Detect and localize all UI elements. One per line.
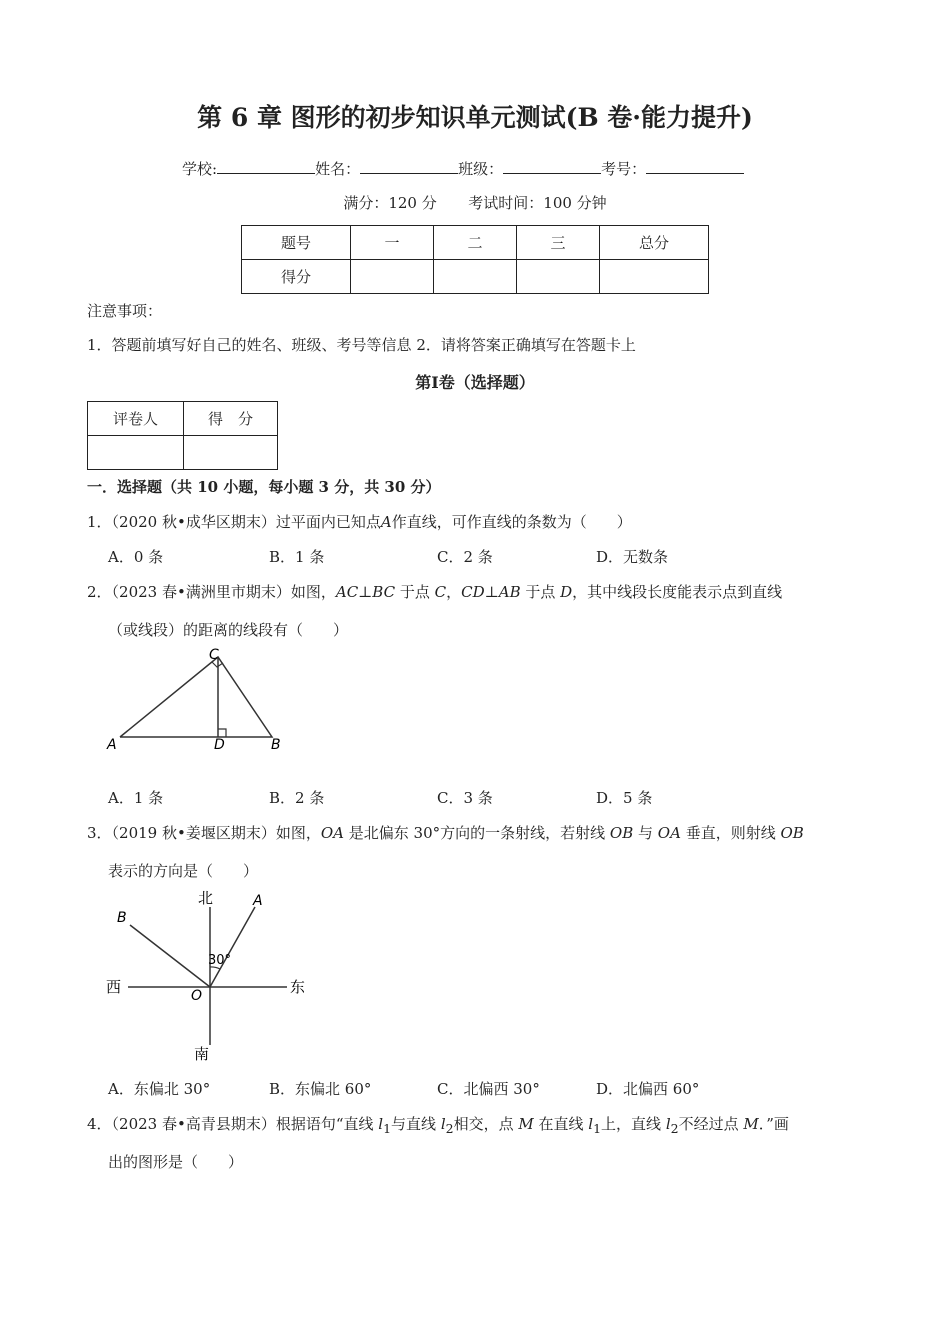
- score-table-header: 总分: [600, 226, 709, 260]
- question-2-line2: （或线段）的距离的线段有（ ）: [108, 621, 349, 639]
- triangle-abc: [120, 657, 272, 737]
- question-variable: CD: [461, 583, 485, 601]
- q2-option-b[interactable]: B．2 条: [269, 789, 325, 807]
- label-c: C: [209, 647, 219, 663]
- label-b: B: [117, 910, 127, 926]
- notice-text: 1．答题前填写好自己的姓名、班级、考号等信息 2．请将答案正确填写在答题卡上: [87, 336, 636, 354]
- score-cell[interactable]: [517, 260, 600, 294]
- question-text: 作直线，可作直线的条数为（ ）: [391, 513, 632, 531]
- question-text: 如图，: [275, 824, 321, 842]
- label-a: A: [107, 737, 117, 753]
- class-blank[interactable]: [503, 159, 601, 174]
- question-variable: AC: [335, 583, 359, 601]
- question-text: 垂直，则射线: [680, 824, 781, 842]
- grader-cell[interactable]: [88, 436, 184, 470]
- label-o: O: [191, 988, 203, 1004]
- school-label: 学校:: [182, 160, 218, 178]
- question-text: 于点: [520, 583, 561, 601]
- school-blank[interactable]: [217, 159, 315, 174]
- label-west: 西: [106, 978, 122, 996]
- score-row-label: 得分: [242, 260, 351, 294]
- score-cell[interactable]: [600, 260, 709, 294]
- question-variable: M: [743, 1115, 759, 1133]
- q1-option-c[interactable]: C．2 条: [437, 548, 493, 566]
- notice-title: 注意事项：: [87, 302, 163, 320]
- label-north: 北: [198, 889, 214, 907]
- question-3: [87, 822, 804, 843]
- question-number: 1．: [87, 513, 112, 531]
- ray-oa: [210, 907, 255, 987]
- question-2: [87, 581, 782, 602]
- student-info-line: [182, 158, 744, 179]
- question-text: 是北偏东 30°方向的一条射线，若射线: [344, 824, 610, 842]
- question-source: （2023 春•高青县期末）: [111, 1115, 276, 1133]
- score-table: [241, 225, 709, 294]
- grader-score-cell[interactable]: [184, 436, 278, 470]
- question-variable: M: [518, 1115, 534, 1133]
- q3-option-d[interactable]: D．北偏西 60°: [596, 1080, 700, 1098]
- right-angle-mark-d: [218, 729, 226, 737]
- question-text: 不经过点: [678, 1115, 744, 1133]
- score-table-header: 二: [434, 226, 517, 260]
- label-d: D: [214, 737, 225, 753]
- question-source: （2019 秋•姜堰区期末）: [111, 824, 276, 842]
- question-1: [87, 511, 632, 532]
- question-variable: BC: [372, 583, 396, 601]
- question-3-line2: 表示的方向是（ ）: [108, 862, 259, 880]
- q2-option-c[interactable]: C．3 条: [437, 789, 493, 807]
- q1-option-a[interactable]: A．0 条: [108, 548, 164, 566]
- exam-meta: [0, 192, 950, 213]
- question-variable: OB: [780, 824, 804, 842]
- name-label: 姓名：: [315, 160, 361, 178]
- question-text: 于点: [395, 583, 435, 601]
- grader-table: [87, 401, 278, 470]
- question-variable: AB: [498, 583, 521, 601]
- question-text: ⊥: [358, 583, 373, 601]
- q1-option-d[interactable]: D．无数条: [596, 548, 669, 566]
- score-table-header: 题号: [242, 226, 351, 260]
- question-variable: A: [380, 513, 392, 531]
- full-score: 满分：120 分: [343, 194, 437, 212]
- label-south: 南: [194, 1045, 210, 1063]
- question-number: 3．: [87, 824, 112, 842]
- score-cell[interactable]: [434, 260, 517, 294]
- question-variable: l: [665, 1115, 671, 1133]
- question-text: 与: [633, 824, 658, 842]
- label-angle: 30°: [208, 953, 232, 968]
- question-variable: l: [588, 1115, 594, 1133]
- q2-triangle-figure: [100, 645, 300, 755]
- subscript: 2: [445, 1121, 454, 1136]
- label-a: A: [253, 893, 263, 909]
- question-text: ，: [446, 583, 462, 601]
- q2-option-d[interactable]: D．5 条: [596, 789, 653, 807]
- q1-option-b[interactable]: B．1 条: [269, 548, 325, 566]
- question-text: 如图，: [290, 583, 336, 601]
- q3-compass-figure: [100, 885, 315, 1065]
- grader-score-label: 得 分: [184, 402, 278, 436]
- q3-option-a[interactable]: A．东偏北 30°: [108, 1080, 211, 1098]
- question-number: 4．: [87, 1115, 112, 1133]
- question-text: 过平面内已知点: [275, 513, 381, 531]
- question-text: ⊥: [484, 583, 499, 601]
- grader-label: 评卷人: [88, 402, 184, 436]
- question-text: 与直线: [391, 1115, 441, 1133]
- q3-option-b[interactable]: B．东偏北 60°: [269, 1080, 372, 1098]
- number-label: 考号：: [601, 160, 647, 178]
- q2-option-a[interactable]: A．1 条: [108, 789, 164, 807]
- question-variable: l: [440, 1115, 446, 1133]
- ray-ob: [130, 925, 210, 987]
- score-table-header: 三: [517, 226, 600, 260]
- subscript: 1: [383, 1121, 392, 1136]
- question-4-line2: 出的图形是（ ）: [108, 1153, 244, 1171]
- question-text: ，其中线段长度能表示点到直线: [572, 583, 783, 601]
- label-b: B: [271, 737, 281, 753]
- page-title: 第 6 章 图形的初步知识单元测试(B 卷·能力提升): [197, 103, 753, 132]
- question-4: [87, 1113, 789, 1136]
- number-blank[interactable]: [646, 159, 744, 174]
- question-source: （2023 春•满洲里市期末）: [111, 583, 291, 601]
- question-source: （2020 秋•成华区期末）: [111, 513, 276, 531]
- part-title: 一．选择题（共 10 小题，每小题 3 分，共 30 分）: [87, 478, 441, 496]
- question-variable: C: [434, 583, 447, 601]
- question-variable: OB: [609, 824, 634, 842]
- question-text: 相交，点: [453, 1115, 519, 1133]
- section-heading: 第Ⅰ卷（选择题）: [415, 373, 535, 392]
- label-east: 东: [290, 978, 306, 996]
- class-label: 班级：: [458, 160, 504, 178]
- subscript: 2: [670, 1121, 679, 1136]
- score-cell[interactable]: [351, 260, 434, 294]
- question-text: ．”画: [758, 1115, 789, 1133]
- exam-time: 考试时间：100 分钟: [468, 194, 607, 212]
- question-variable: l: [378, 1115, 384, 1133]
- question-number: 2．: [87, 583, 112, 601]
- question-variable: OA: [657, 824, 681, 842]
- question-variable: D: [560, 583, 573, 601]
- question-text: 上，直线: [601, 1115, 666, 1133]
- score-table-header: 一: [351, 226, 434, 260]
- question-variable: OA: [320, 824, 344, 842]
- subscript: 1: [593, 1121, 602, 1136]
- q3-option-c[interactable]: C．北偏西 30°: [437, 1080, 540, 1098]
- name-blank[interactable]: [360, 159, 458, 174]
- question-text: 根据语句“直线: [275, 1115, 379, 1133]
- question-text: 在直线: [533, 1115, 589, 1133]
